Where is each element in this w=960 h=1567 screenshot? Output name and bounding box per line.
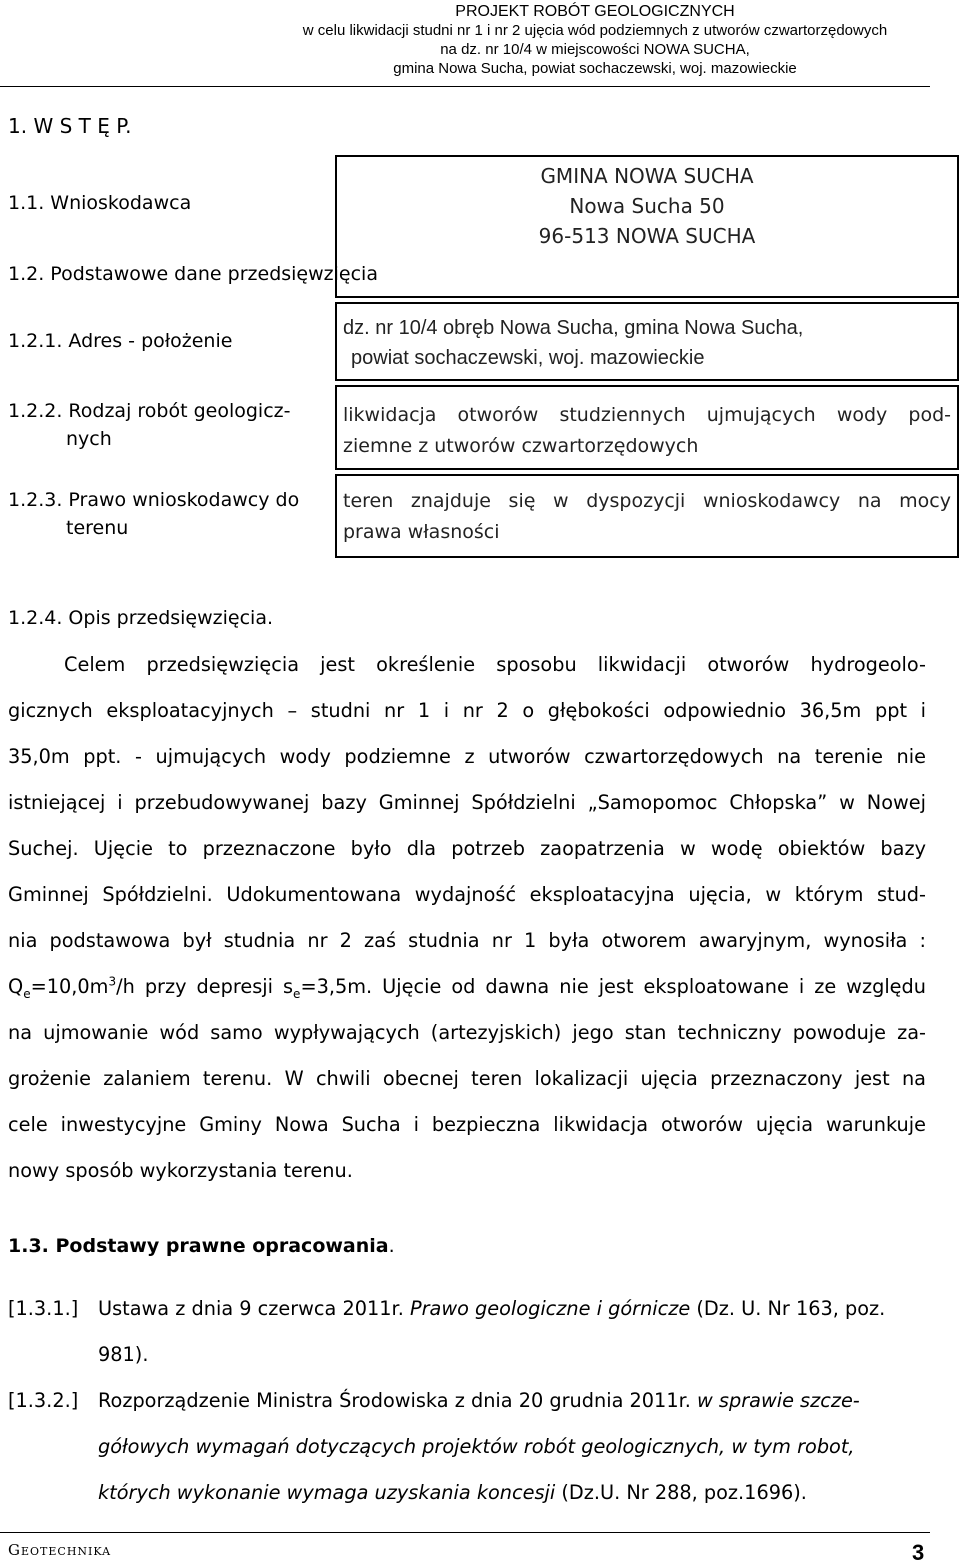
- document-header: [250, 2, 940, 78]
- description-line: nia podstawowa był studnia nr 2 zaś studnia nr 1 była otworem awaryjnym, wynosiła :: [8, 929, 926, 952]
- applicant-box: [335, 155, 959, 297]
- description-paragraph: [8, 642, 926, 1194]
- applicant-label: 1.1. Wnioskodawca: [8, 192, 192, 214]
- legal-ref-2: Rozporządzenie Ministra Środowiska z dnia 20 grudnia 2011r. w sprawie szcze- gółowych wymagań dotyczących projektów robót geologicznych, w tym robot, których wykonanie wymaga uzyskania koncesji (Dz.U. Nr 288, poz.1696).: [98, 1389, 860, 1504]
- description-line: Celem przedsięwzięcia jest określenie sposobu likwidacji otworów hydrogeolo-: [64, 653, 926, 676]
- description-line: grożenie zalaniem terenu. W chwili obecnej teren lokalizacji ujęcia przeznaczony jest na: [8, 1067, 926, 1090]
- legal-ref-1: Ustawa z dnia 9 czerwca 2011r. Prawo geologiczne i górnicze (Dz. U. Nr 163, poz. 981).: [98, 1286, 928, 1378]
- section-title: 1. W S T Ę P.: [8, 114, 132, 138]
- legal-heading: 1.3. Podstawy prawne opracowania.: [8, 1235, 395, 1257]
- applicant-city: 96-513 NOWA SUCHA: [538, 224, 756, 248]
- works-line-2: ziemne z utworów czwartorzędowych: [343, 435, 699, 457]
- description-line: istniejącej i przebudowywanej bazy Gminnej Spółdzielni „Samopomoc Chłopska” w Nowej: [8, 791, 926, 814]
- works-label-line-2: nych: [66, 428, 112, 450]
- legal-ref-1-cont: 981).: [98, 1343, 149, 1366]
- works-label-line-1: 1.2.2. Rodzaj robót geologicz-: [8, 400, 291, 422]
- works-label: [8, 397, 336, 453]
- rights-line-2: prawa własności: [343, 521, 500, 543]
- rights-label-line-1: 1.2.3. Prawo wnioskodawcy do: [8, 489, 300, 511]
- page-number: 3: [912, 1540, 925, 1565]
- description-heading: 1.2.4. Opis przedsięwzięcia.: [8, 607, 274, 629]
- works-line-1: likwidacja otworów studziennych ujmujących wody pod-: [343, 404, 951, 426]
- applicant-name: GMINA NOWA SUCHA: [540, 164, 754, 188]
- description-line: Suchej. Ujęcie to przeznaczone było dla potrzeb zaopatrzenia w wodę obiektów bazy: [8, 837, 926, 860]
- header-line-2: w celu likwidacji studni nr 1 i nr 2 ujęcia wód podziemnych z utworów czwartorzędowych: [302, 22, 888, 39]
- description-line: 35,0m ppt. - ujmujących wody podziemne z utworów czwartorzędowych na terenie nie: [8, 745, 926, 768]
- description-line: nowy sposób wykorzystania terenu.: [8, 1159, 353, 1182]
- header-line-4: gmina Nowa Sucha, powiat sochaczewski, woj. mazowieckie: [393, 60, 797, 77]
- legal-ref-1-number: [1.3.1.]: [8, 1297, 79, 1320]
- header-line-3: na dz. nr 10/4 w miejscowości NOWA SUCHA,: [440, 41, 750, 58]
- rights-label: [8, 486, 336, 542]
- rights-label-line-2: terenu: [66, 517, 129, 539]
- flow-rate-line: $Q_e=10,0m^3/h$ przy depresji $s_e=3,5m$. Ujęcie od dawna nie jest eksploatowane i ze względu: [8, 974, 926, 1001]
- footer-divider: [0, 1532, 930, 1533]
- applicant-box-bottom: [335, 296, 959, 298]
- address-line-2: powiat sochaczewski, woj. mazowieckie: [351, 347, 705, 369]
- description-line: Gminnej Spółdzielni. Udokumentowana wydajność eksploatacyjna ujęcia, w którym stud-: [8, 883, 926, 906]
- applicant-street: Nowa Sucha 50: [569, 194, 725, 218]
- description-line: gicznych eksploatacyjnych – studni nr 1 i nr 2 o głębokości odpowiednio 36,5m ppt i: [8, 699, 926, 722]
- basic-data-label: 1.2. Podstawowe dane przedsięwzięcia: [8, 263, 378, 285]
- header-title: PROJEKT ROBÓT GEOLOGICZNYCH: [455, 3, 735, 20]
- rights-line-1: teren znajduje się w dyspozycji wnioskodawcy na mocy: [343, 490, 951, 512]
- legal-ref-2-number: [1.3.2.]: [8, 1389, 79, 1412]
- works-box: [335, 385, 959, 470]
- header-divider: [0, 86, 930, 87]
- rights-box: [335, 474, 959, 558]
- address-line-1: dz. nr 10/4 obręb Nowa Sucha, gmina Nowa Sucha,: [343, 317, 804, 339]
- address-box: [335, 302, 959, 381]
- company-logo: Geotechnika: [8, 1541, 112, 1559]
- description-line: cele inwestycyjne Gminy Nowa Sucha i bezpieczna likwidacja otworów ujęcia warunkuje: [8, 1113, 926, 1136]
- address-label: 1.2.1. Adres - położenie: [8, 330, 233, 352]
- description-line: na ujmowanie wód samo wypływających (artezyjskich) jego stan techniczny powoduje za-: [8, 1021, 926, 1044]
